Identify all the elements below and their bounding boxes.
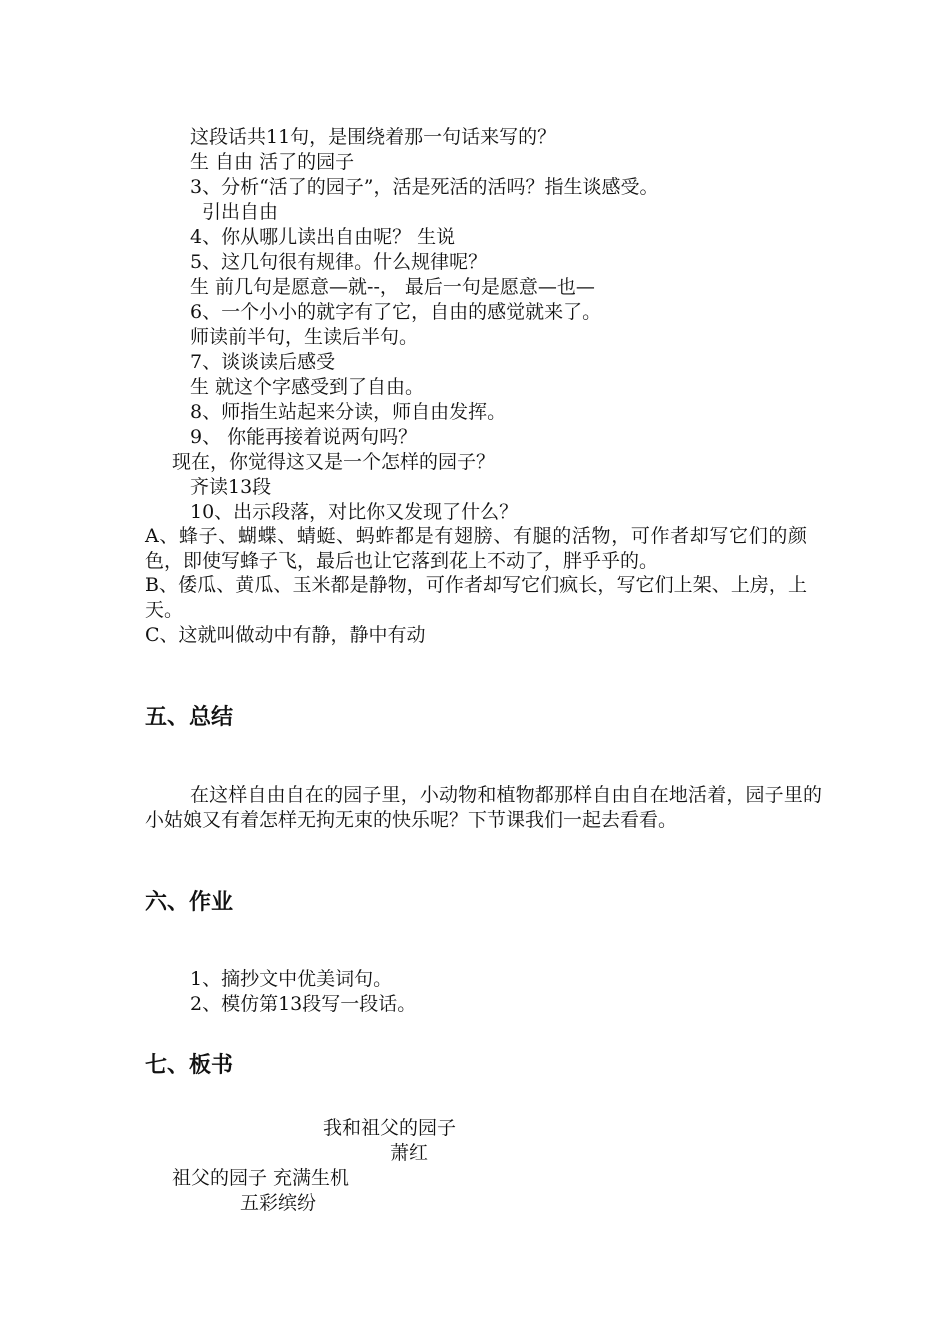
text-line: 4、你从哪儿读出自由呢？ 生说: [190, 226, 456, 248]
section-heading-homework: 六、作业: [145, 890, 234, 915]
homework-item: 2、模仿第13段写一段话。: [190, 993, 417, 1015]
board-author: 萧红: [390, 1142, 429, 1164]
text-line: 8、师指生站起来分读，师自由发挥。: [190, 401, 507, 423]
text-line: 生 就这个字感受到了自由。: [190, 376, 425, 398]
text-line: 师读前半句，生读后半句。: [190, 326, 419, 348]
paragraph-a: A、蜂子、蝴蝶、蜻蜓、蚂蚱都是有翅膀、有腿的活物，可作者却写它们的颜色，即使写蜂子飞，最后也让它落到花上不动了，胖乎乎的。: [145, 525, 807, 572]
text-line: 6、一个小小的就字有了它，自由的感觉就来了。: [190, 301, 602, 323]
text-line: 3、分析“活了的园子”，活是死活的活吗？指生谈感受。: [190, 176, 659, 198]
text-line: 7、谈谈读后感受: [190, 351, 336, 373]
text-line: 9、 你能再接着说两句吗？: [190, 426, 418, 448]
text-line: 生 自由 活了的园子: [190, 151, 355, 173]
text-line: 5、这几句很有规律。什么规律呢？: [190, 251, 488, 273]
paragraph-b: B、倭瓜、黄瓜、玉米都是静物，可作者却写它们疯长，写它们上架、上房，上天。: [145, 574, 807, 621]
text-line: 齐读13段: [190, 476, 272, 498]
board-line: 祖父的园子 充满生机: [172, 1167, 350, 1189]
board-title: 我和祖父的园子: [323, 1117, 457, 1139]
text-line: 引出自由: [202, 201, 279, 223]
section-heading-board: 七、板书: [145, 1053, 234, 1078]
section-heading-summary: 五、总结: [145, 705, 234, 730]
summary-paragraph: 在这样自由自在的园子里，小动物和植物都那样自由自在地活着，园子里的小姑娘又有着怎样无拘无束的快乐呢？下节课我们一起去看看。: [145, 784, 822, 831]
text-line: 现在，你觉得这又是一个怎样的园子？: [172, 451, 496, 473]
text-line: 生 前几句是愿意—就--， 最后一句是愿意—也—: [190, 276, 595, 298]
text-line: 这段话共11句，是围绕着那一句话来写的？: [190, 126, 557, 148]
board-line: 五彩缤纷: [240, 1192, 317, 1214]
paragraph-c: C、这就叫做动中有静，静中有动: [145, 624, 426, 646]
text-line: 10、出示段落，对比你又发现了什么？: [190, 501, 519, 523]
homework-item: 1、摘抄文中优美词句。: [190, 968, 393, 990]
